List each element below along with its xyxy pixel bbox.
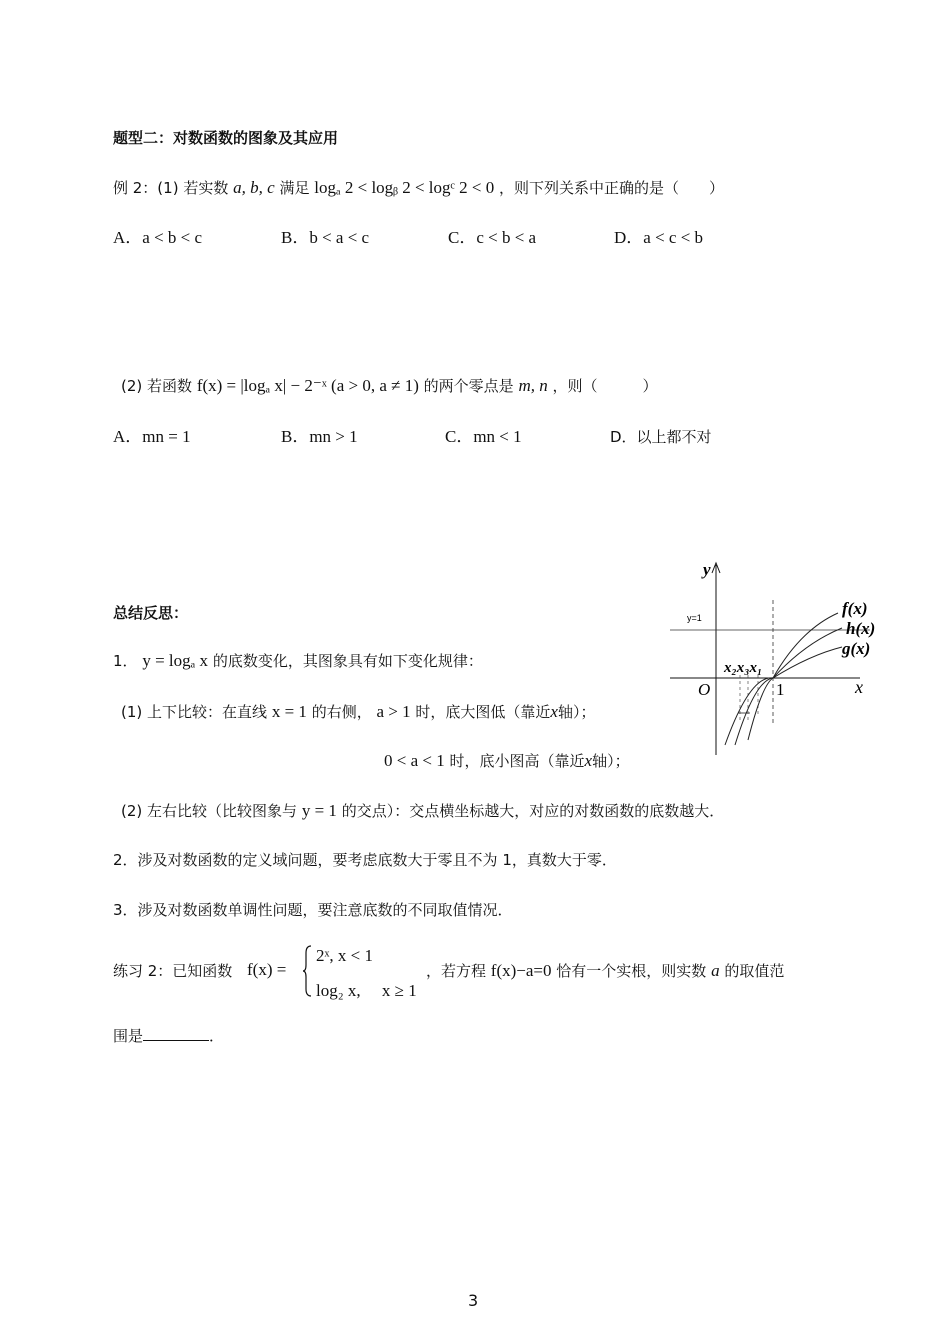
summary-p1c-tail: 的交点）：交点横坐标越大，对应的对数函数的底数越大． xyxy=(341,802,725,820)
piecewise-brace xyxy=(302,945,312,997)
ex2-1-option-d[interactable]: D．a < c < b xyxy=(614,228,704,247)
page-number: 3 xyxy=(468,1291,479,1310)
ex2-2-mid: 的两个零点是 xyxy=(423,377,514,395)
ex2-1-option-c[interactable]: C．c < b < a xyxy=(448,228,537,247)
ex2-2-option-c[interactable]: C．mn < 1 xyxy=(445,427,522,446)
practice-tail: 恰有一个实根，则实数 xyxy=(556,962,707,980)
curve-g-label: g(x) xyxy=(842,639,871,658)
piecewise-case-2: log₂ x, x ≥ 1 xyxy=(316,981,417,1000)
practice-var: a xyxy=(711,961,720,980)
ex2-2-option-b[interactable]: B．mn > 1 xyxy=(281,427,358,446)
practice-line2-text: 围是 xyxy=(113,1027,144,1045)
ex2-2-lead: (2) 若函数 xyxy=(121,377,193,395)
summary-p1a-end: 轴）； xyxy=(557,703,596,721)
summary-p1b-tail: 时，底小图高（靠近 xyxy=(449,752,585,770)
section-title: 题型二：对数函数的图象及其应用 xyxy=(113,129,339,147)
ex2-1-tail: ，则下列关系中正确的是（ ） xyxy=(499,179,725,197)
summary-p1a-cond: a > 1 xyxy=(376,702,411,721)
ex2-2-option-d[interactable]: D．以上都不对 xyxy=(610,428,712,446)
summary-p1b-axis: x xyxy=(584,751,593,770)
summary-p1a-eq: x = 1 xyxy=(271,702,307,721)
ex2-2-question xyxy=(121,376,658,396)
answer-blank[interactable] xyxy=(143,1026,209,1041)
summary-p1-num: 1． xyxy=(113,652,138,670)
ex2-1-question xyxy=(113,178,724,198)
ex2-1-option-b[interactable]: B．b < a < c xyxy=(281,228,370,247)
summary-point-3: 3．涉及对数函数单调性问题，要注意底数的不同取值情况． xyxy=(113,901,513,919)
origin-label: O xyxy=(698,680,711,699)
summary-p1c-lead: (2) 左右比较（比较图象与 xyxy=(121,802,298,820)
ex2-2-function: f(x) = |logₐ x| − 2⁻ˣ (a > 0, a ≠ 1) xyxy=(196,376,419,395)
practice-mid: ，若方程 xyxy=(426,962,487,980)
summary-point-1 xyxy=(113,651,483,671)
practice-equation: f(x)−a=0 xyxy=(490,961,552,980)
ex2-2-vars: m, n xyxy=(518,376,548,395)
practice-lead: 练习 2：已知函数 xyxy=(113,962,233,980)
piecewise-case-1: 2ˣ, x < 1 xyxy=(316,946,374,965)
summary-point-1b xyxy=(384,751,630,771)
ex2-2-option-a[interactable]: A．mn = 1 xyxy=(113,427,191,446)
summary-p1b-end: 轴）； xyxy=(592,752,630,770)
ex2-1-satisfy: 满足 xyxy=(279,179,310,197)
summary-p1a-mid: 的右侧， xyxy=(311,703,372,721)
y-axis-label: y xyxy=(703,560,711,579)
ex2-1-condition: logₐ 2 < logᵦ 2 < logᶜ 2 < 0 xyxy=(314,178,495,197)
summary-p1-text: 的底数变化，其图象具有如下变化规律： xyxy=(212,652,483,670)
summary-title: 总结反思： xyxy=(113,604,189,622)
curve-f-label: f(x) xyxy=(842,599,868,618)
curve-h-label: h(x) xyxy=(846,619,876,638)
ex2-2-tail: ，则（ ） xyxy=(552,377,658,395)
log-function-graph xyxy=(670,555,900,765)
summary-p1-func: y = logₐ x xyxy=(142,651,209,670)
ex2-1-lead: 例 2：(1) 若实数 xyxy=(113,179,229,197)
ex2-1-vars: a, b, c xyxy=(233,178,275,197)
summary-point-1c xyxy=(121,801,724,821)
practice-continuation xyxy=(426,961,784,981)
summary-p1b-cond: 0 < a < 1 xyxy=(384,751,445,770)
summary-p1a-axis: x xyxy=(550,702,558,721)
summary-p1c-eq: y = 1 xyxy=(301,801,337,820)
summary-point-2: 2．涉及对数函数的定义域问题，要考虑底数大于零且不为 1，真数大于零． xyxy=(113,851,617,869)
practice-line-2 xyxy=(113,1026,224,1046)
summary-point-1a xyxy=(121,702,595,722)
summary-p1a-lead: (1) 上下比较：在直线 xyxy=(121,703,268,721)
x-one-label: 1 xyxy=(776,680,785,699)
summary-p1a-tail: 时，底大图低（靠近 xyxy=(415,703,551,721)
ex2-1-option-a[interactable]: A．a < b < c xyxy=(113,228,203,247)
roots-label: x₂x₃x₁ xyxy=(724,660,763,676)
practice-line2-end: ． xyxy=(209,1027,225,1045)
x-axis-label: x xyxy=(855,677,863,697)
practice-f-lhs: f(x) = xyxy=(247,960,287,979)
y-equals-1-label: y=1 xyxy=(687,613,702,623)
practice-end: 的取值范 xyxy=(724,962,785,980)
